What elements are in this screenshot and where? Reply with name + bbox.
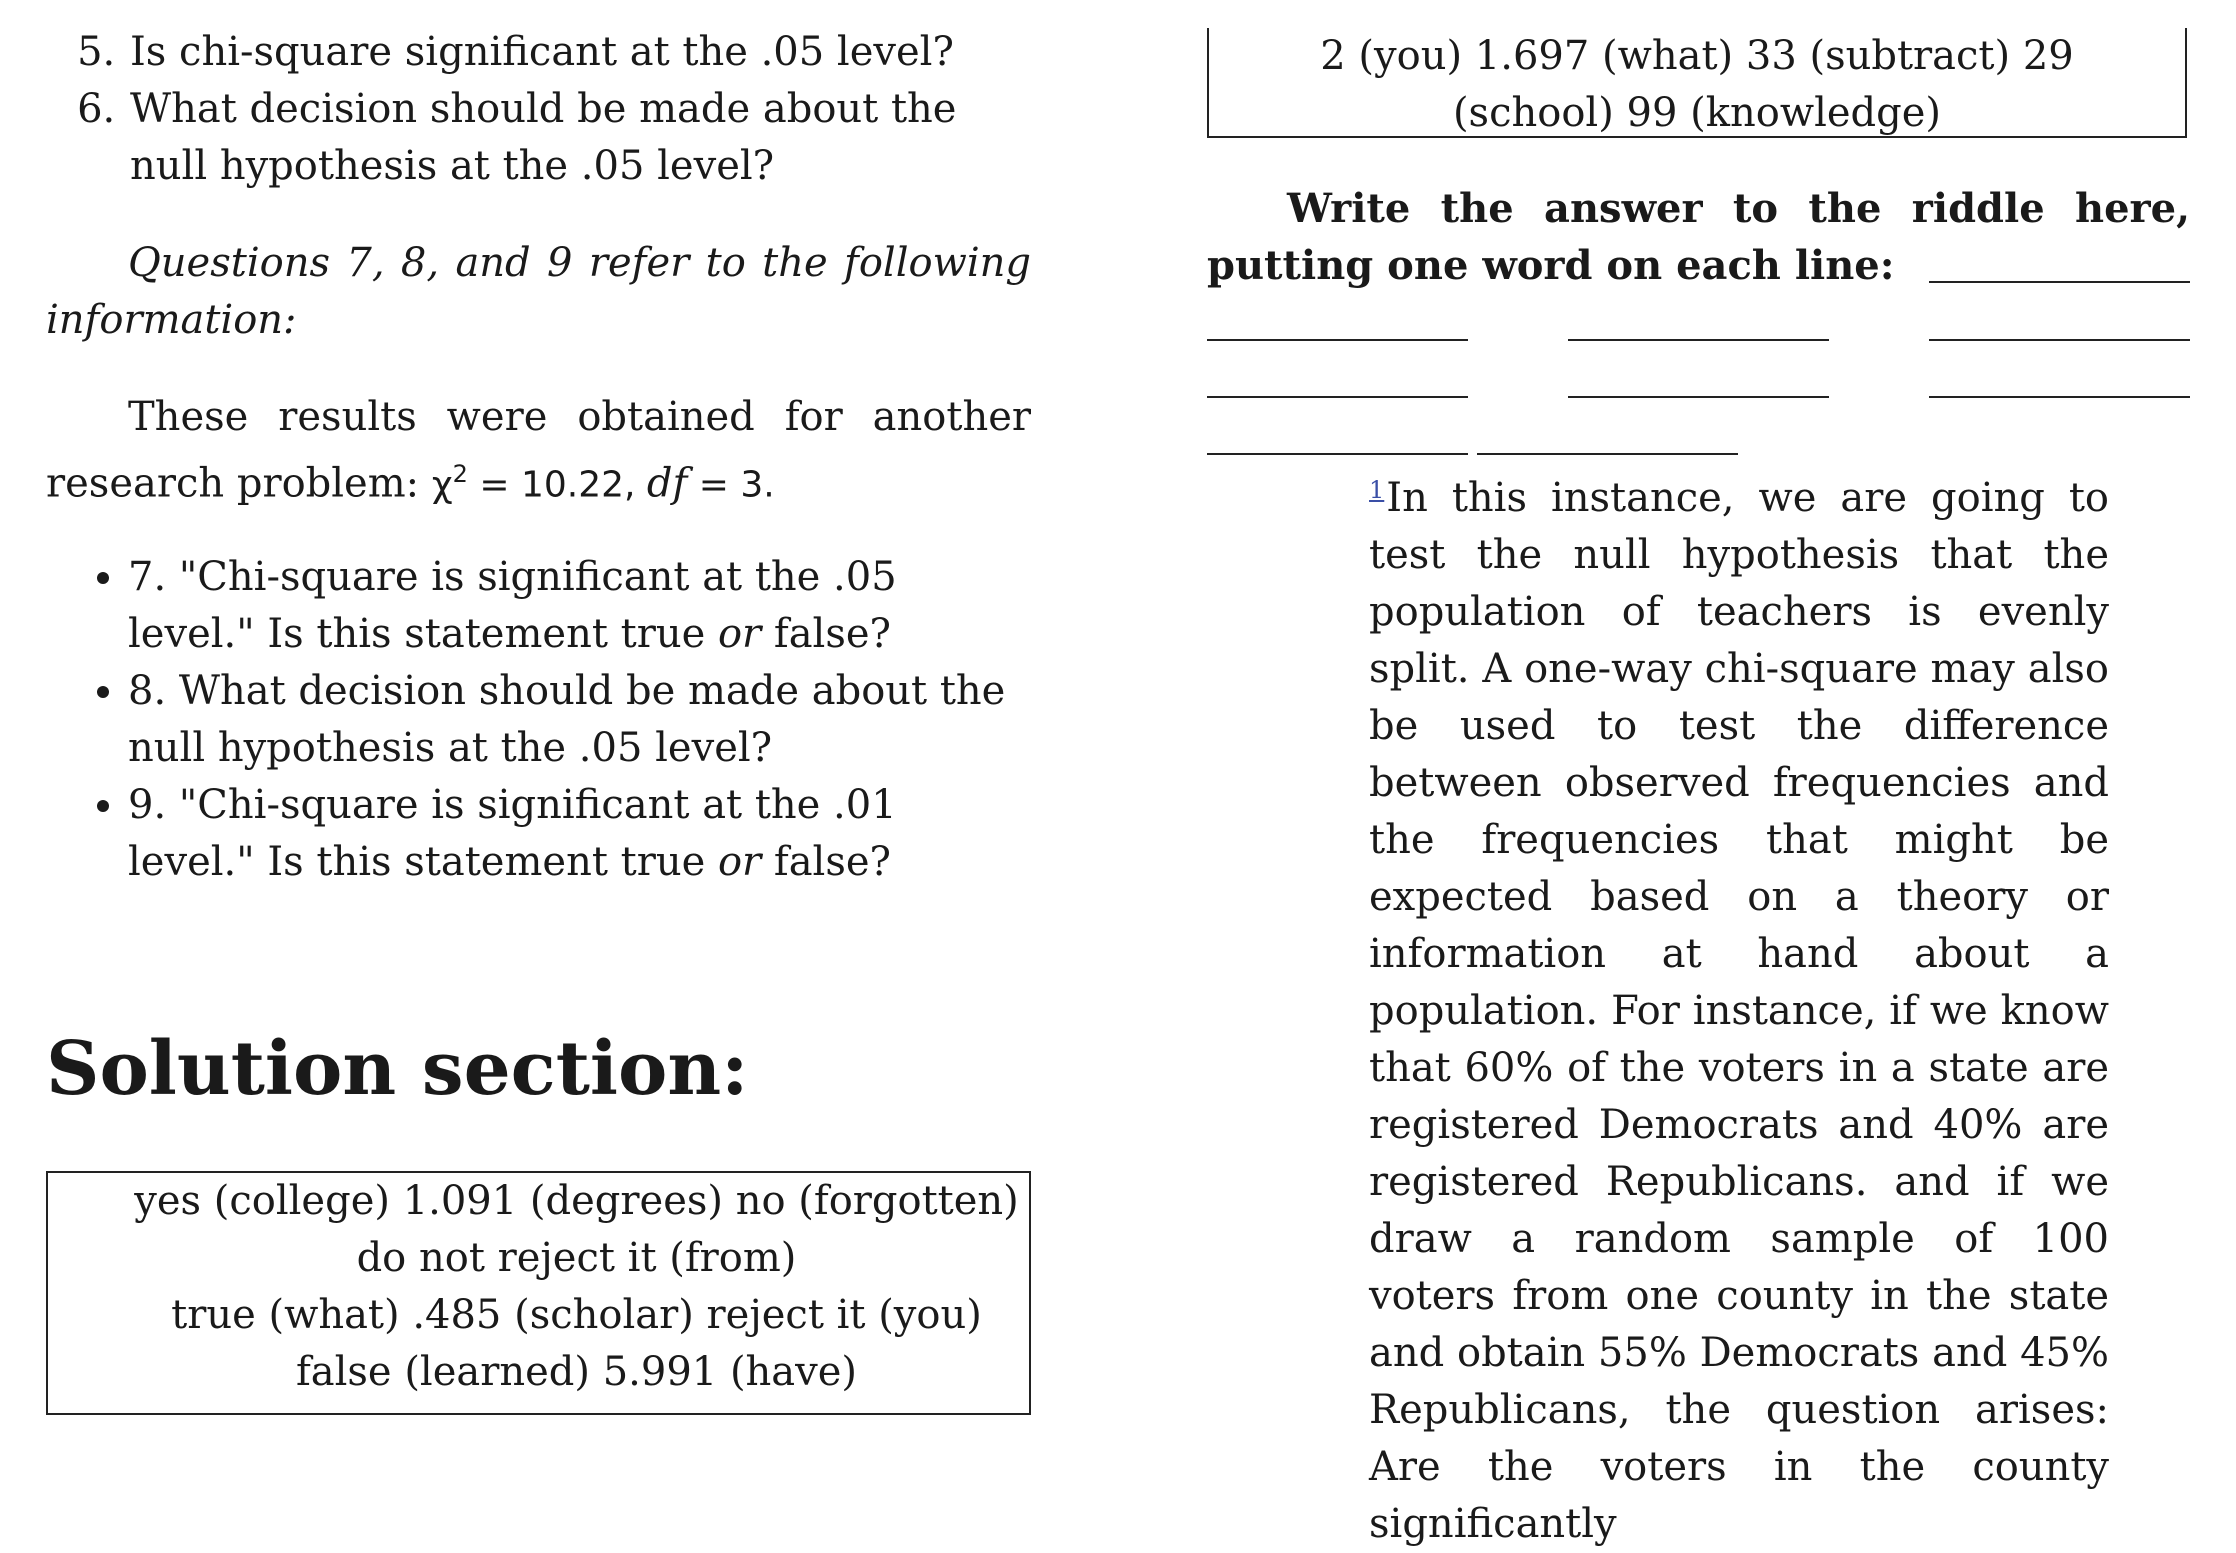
questions-intro: Questions 7, 8, and 9 refer to the following information:: [46, 240, 1031, 343]
question-9-end: false?: [761, 839, 891, 886]
answer-blank-3[interactable]: [1568, 339, 1829, 341]
solution-heading: Solution section:: [46, 1026, 749, 1113]
results-text-c: = 3.: [687, 464, 775, 506]
question-8: [128, 663, 1031, 777]
chi-symbol: χ: [431, 464, 453, 506]
question-list: [46, 24, 1031, 195]
answer-blank-4[interactable]: [1929, 339, 2190, 341]
question-8-text: 8. What decision should be made about the null hypothesis at the .05 level?: [128, 668, 1006, 772]
riddle-prompt: Write the answer to the riddle here, putting one word on each line:: [1207, 185, 2190, 289]
question-6-text: What decision should be made about the null hypothesis at the .05 level?: [130, 86, 957, 189]
answer-blank-9[interactable]: [1477, 453, 1738, 455]
footnote-text: In this instance, we are going to test the null hypothesis that the population of teachers is evenly split. A one-way chi-square may also be used to test the difference between observed frequencies and the frequencies that might be expected based on a theory or information at hand about a population. For instance, if we know that 60% of the voters in a state are registered Democrats and 40% are registered Republicans. and if we draw a random sample of 100 voters from one county in the state and obtain 55% Democrats and 45% Republicans, the question arises: Are the voters in the county significantly: [1369, 475, 2109, 1547]
answer-blank-7[interactable]: [1929, 396, 2190, 398]
footnote: [1369, 470, 2109, 1553]
question-7: [128, 549, 1031, 663]
question-6: [128, 81, 1031, 195]
question-5: [128, 24, 1031, 81]
answer-key-box: [1207, 28, 2187, 138]
question-5-text: Is chi-square significant at the .05 level?: [130, 29, 954, 75]
results-text-b: = 10.22,: [467, 464, 647, 506]
footnote-marker[interactable]: 1: [1369, 476, 1385, 504]
answer-blank-8[interactable]: [1207, 453, 1468, 455]
question-7-or: or: [717, 611, 762, 658]
solution-line-2: true (what) .485 (scholar) reject it (you) false (learned) 5.991 (have): [171, 1292, 982, 1396]
question-7-end: false?: [761, 611, 891, 658]
answer-blank-6[interactable]: [1568, 396, 1829, 398]
answer-blank-1[interactable]: [1929, 281, 2190, 283]
question-9-text: 9. "Chi-square is significant at the .01 level." Is this statement true: [128, 782, 897, 886]
answer-key-text: 2 (you) 1.697 (what) 33 (subtract) 29 (school) 99 (knowledge): [1320, 33, 2074, 136]
chi-superscript: 2: [452, 460, 468, 488]
left-column: [46, 0, 1031, 1415]
solution-box: [46, 1171, 1031, 1415]
question-9: [128, 777, 1031, 891]
answer-blank-2[interactable]: [1207, 339, 1468, 341]
question-7-text: 7. "Chi-square is significant at the .05 level." Is this statement true: [128, 554, 897, 658]
answer-blank-5[interactable]: [1207, 396, 1468, 398]
results-text-a: These results were obtained for another research problem:: [46, 394, 1031, 507]
df-label: df: [646, 460, 688, 507]
question-9-or: or: [717, 839, 762, 886]
bullet-questions: [46, 549, 1031, 891]
solution-line-1: yes (college) 1.091 (degrees) no (forgotten) do not reject it (from): [134, 1178, 1019, 1282]
results-paragraph: [46, 389, 1031, 513]
